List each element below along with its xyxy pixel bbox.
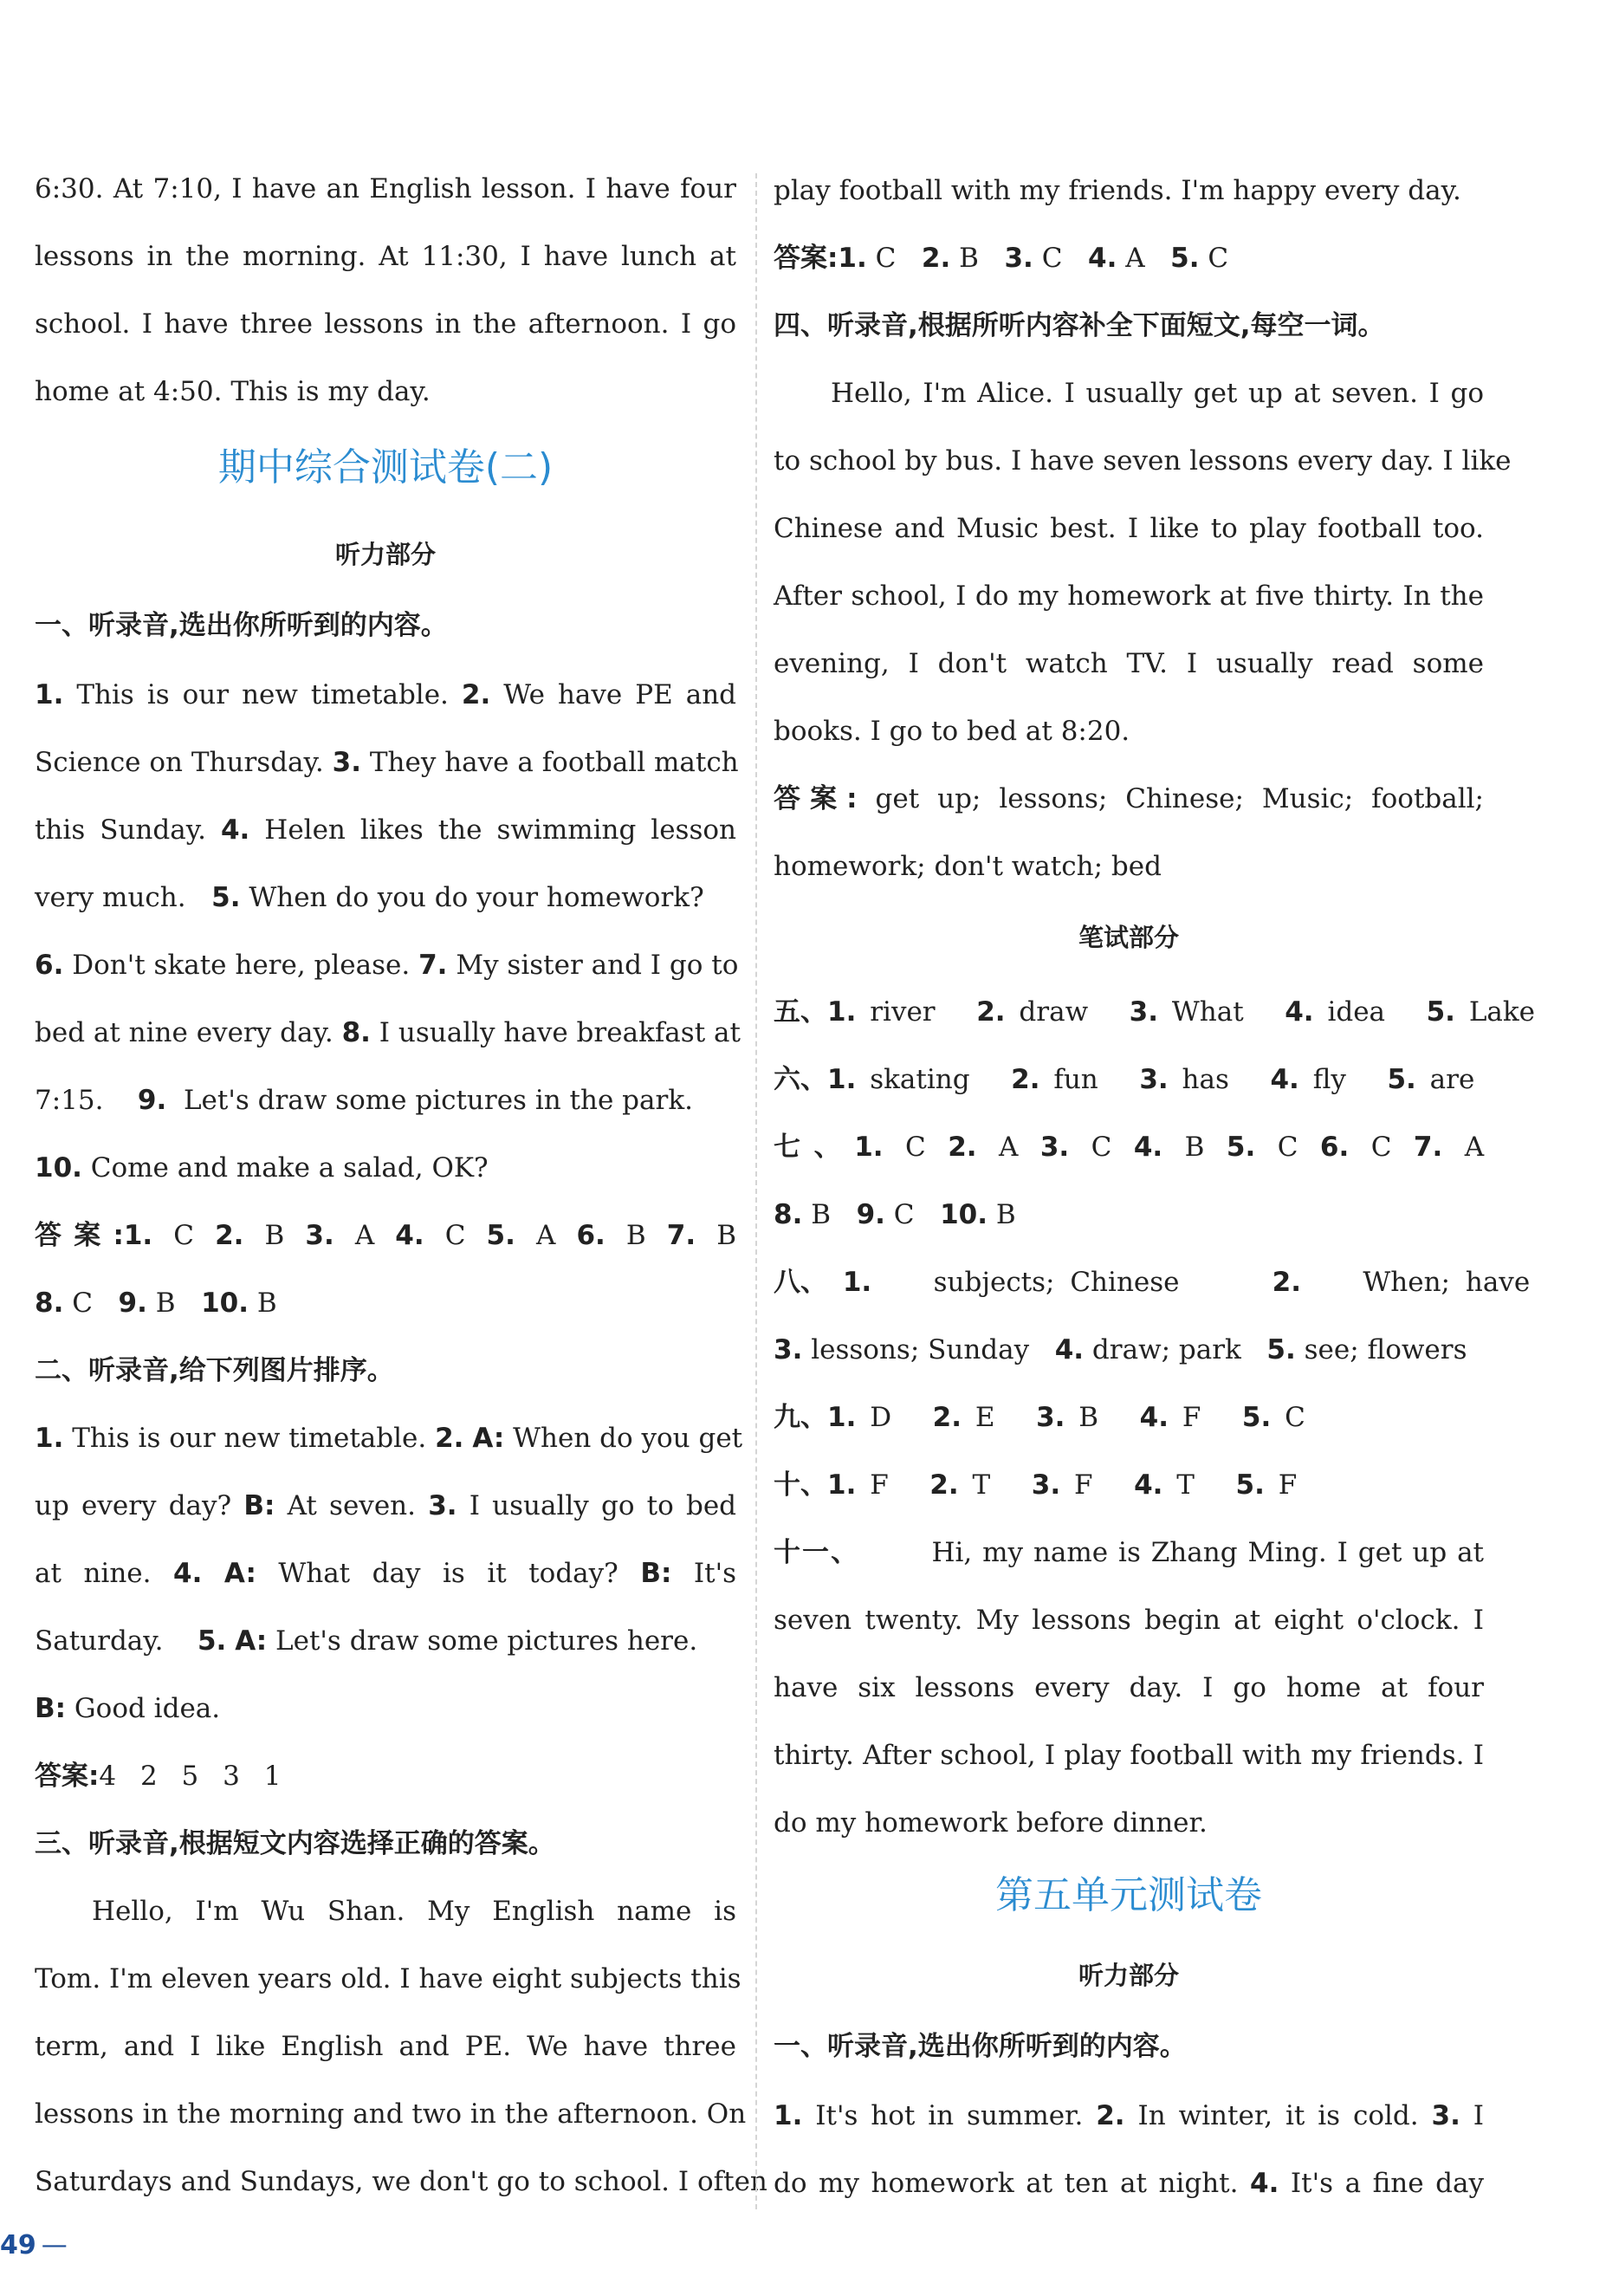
passage-line: to school by bus. I have seven lessons every day. I like (774, 445, 1512, 477)
subsection-heading: 笔试部分 (1078, 923, 1179, 952)
passage-line: up every day? B: At seven. 3. I usually go to bed (35, 1490, 737, 1521)
passage-line: 1. This is our new timetable. 2. We have PE and (35, 679, 737, 710)
passage-line: Tom. I'm eleven years old. I have eight subjects this (35, 1963, 742, 1994)
passage-line: books. I go to bed at 8:20. (774, 716, 1130, 747)
passage-line: Science on Thursday. 3. They have a football match (35, 747, 739, 778)
passage-line: bed at nine every day. 8. I usually have breakfast at (35, 1017, 741, 1048)
passage-line: 10. Come and make a salad, OK? (35, 1152, 489, 1184)
passage-line: Hello, I'm Alice. I usually get up at seven. I go (831, 378, 1484, 409)
column-divider (755, 173, 757, 2209)
answer-line: 3. lessons; Sunday 4. draw; park 5. see; flowers (774, 1334, 1467, 1365)
question-heading: 二、听录音,给下列图片排序。 (35, 1355, 394, 1386)
section-title: 期中综合测试卷(二) (217, 445, 554, 490)
passage-line: B: Good idea. (35, 1693, 221, 1724)
answer-line: 七、1. C 2. A 3. C 4. B 5. C 6. C 7. A (774, 1132, 1485, 1163)
answer-line: 8. B 9. C 10. B (774, 1199, 1016, 1230)
answer-line: 五、1. river 2. draw 3. What 4. idea 5. Lake (774, 996, 1536, 1028)
passage-line: Hello, I'm Wu Shan. My English name is (92, 1896, 736, 1927)
page-footer (0, 2230, 68, 2260)
question-heading: 三、听录音,根据短文内容选择正确的答案。 (35, 1828, 555, 1859)
footer-dash: — (41, 2230, 68, 2260)
passage-line: at nine. 4. A: What day is it today? B: It's (35, 1558, 736, 1589)
answer-line: 答案:1. C 2. B 3. A 4. C 5. A 6. B 7. B (35, 1220, 736, 1251)
passage-line: thirty. After school, I play football with my friends. I (774, 1740, 1484, 1771)
passage-line: 6:30. At 7:10, I have an English lesson. I have four (35, 173, 736, 204)
passage-line: 1. This is our new timetable. 2. A: When do you get (35, 1423, 743, 1454)
answer-line: 六、1. skating 2. fun 3. has 4. fly 5. are (774, 1064, 1475, 1095)
passage-line: After school, I do my homework at five thirty. In the (774, 580, 1484, 612)
passage-line: school. I have three lessons in the afternoon. I go (35, 308, 736, 340)
passage-line: Chinese and Music best. I like to play football too. (774, 513, 1484, 544)
answer-line: 8. C 9. B 10. B (35, 1287, 277, 1319)
passage-line: 十一、 Hi, my name is Zhang Ming. I get up at (774, 1537, 1485, 1568)
passage-line: play football with my friends. I'm happy every day. (774, 175, 1461, 206)
answer-line: homework; don't watch; bed (774, 851, 1162, 882)
passage-line: 6. Don't skate here, please. 7. My sister and I go to (35, 950, 739, 981)
passage-line: lessons in the morning. At 11:30, I have lunch at (35, 241, 736, 272)
passage-line: Saturdays and Sundays, we don't go to school. I often (35, 2166, 767, 2197)
passage-line: Saturday. 5. A: Let's draw some pictures here. (35, 1625, 698, 1657)
passage-line: home at 4:50. This is my day. (35, 376, 431, 407)
answer-line: 答案: get up; lessons; Chinese; Music; football; (774, 783, 1484, 814)
answer-line: 九、1. D 2. E 3. B 4. F 5. C (774, 1402, 1305, 1433)
passage-line: lessons in the morning and two in the afternoon. On (35, 2098, 747, 2130)
passage-line: this Sunday. 4. Helen likes the swimming lesson (35, 814, 737, 846)
answer-line: 十、1. F 2. T 3. F 4. T 5. F (774, 1469, 1298, 1501)
question-heading: 一、听录音,选出你所听到的内容。 (774, 2031, 1187, 2062)
passage-line: evening, I don't watch TV. I usually read some (774, 648, 1484, 679)
answer-line: 八、 1. subjects; Chinese 2. When; have (774, 1267, 1531, 1298)
section-title: 第五单元测试卷 (995, 1873, 1262, 1917)
passage-line: do my homework before dinner. (774, 1807, 1208, 1839)
passage-line: do my homework at ten at night. 4. It's a fine day (774, 2168, 1484, 2199)
subsection-heading: 听力部分 (334, 540, 436, 569)
passage-line: have six lessons every day. I go home at four (774, 1672, 1484, 1703)
answer-line: 答案:4 2 5 3 1 (35, 1761, 282, 1792)
passage-line: 1. It's hot in summer. 2. In winter, it is cold. 3. I (774, 2100, 1485, 2131)
passage-line: 7:15. 9. Let's draw some pictures in the park. (35, 1085, 693, 1116)
passage-line: seven twenty. My lessons begin at eight o'clock. I (774, 1605, 1484, 1636)
passage-line: term, and I like English and PE. We have three (35, 2031, 736, 2062)
answer-line: 答案:1. C 2. B 3. C 4. A 5. C (774, 243, 1229, 274)
question-heading: 一、听录音,选出你所听到的内容。 (35, 610, 448, 641)
passage-line: very much. 5. When do you do your homework? (35, 882, 704, 913)
page-number: 49 (0, 2230, 36, 2260)
subsection-heading: 听力部分 (1078, 1961, 1179, 1990)
question-heading: 四、听录音,根据所听内容补全下面短文,每空一词。 (774, 310, 1385, 341)
